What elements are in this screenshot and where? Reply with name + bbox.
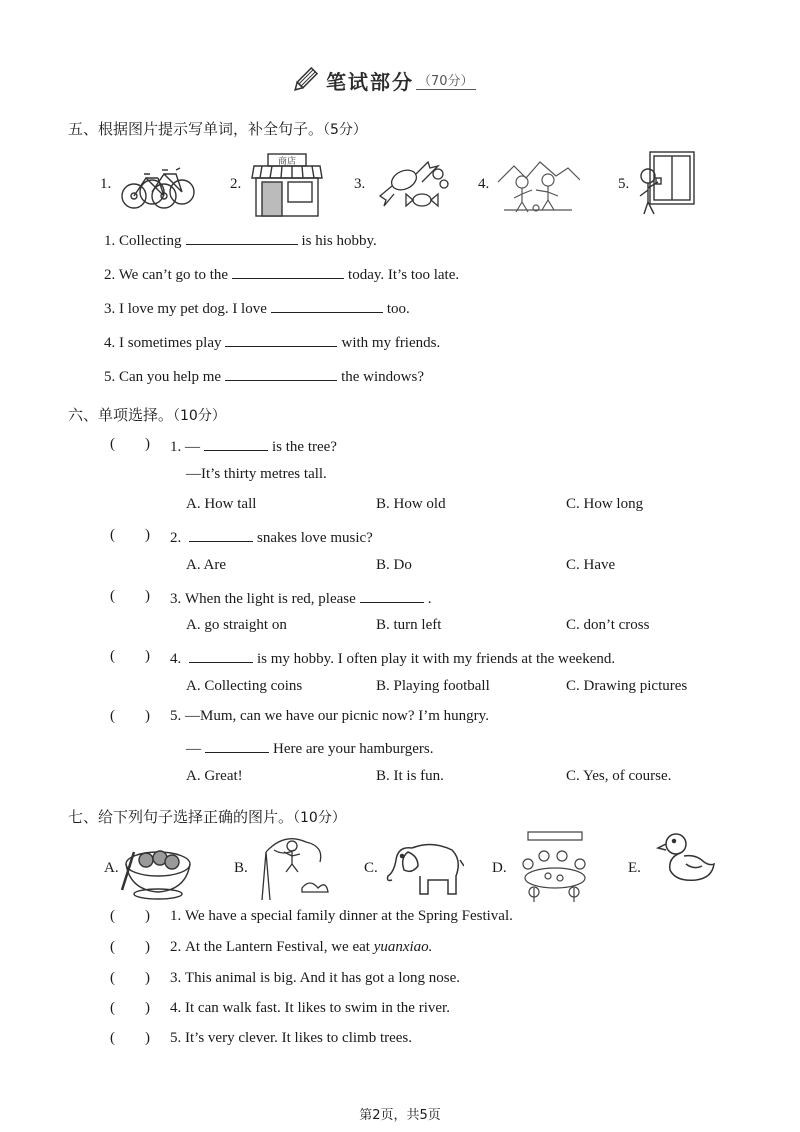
option-c[interactable]: C. Drawing pictures	[566, 678, 688, 694]
answer-blank[interactable]	[271, 298, 383, 313]
section7-item-4: 4. It can walk fast. It likes to swim in the river.	[170, 1000, 450, 1016]
option-c[interactable]: C. Yes, of course.	[566, 768, 672, 784]
option-b[interactable]: B. How old	[376, 496, 446, 512]
section7-item-2: 2. At the Lantern Festival, we eat yuanxiao.	[170, 939, 433, 955]
question-5-reply: — Here are your hamburgers.	[186, 738, 434, 758]
section5-item-1: 1. Collecting is his hobby.	[104, 230, 377, 250]
section-banner	[290, 62, 510, 98]
answer-paren[interactable]: ( )	[110, 588, 150, 604]
answer-blank[interactable]	[225, 332, 337, 347]
svg-text:商店: 商店	[277, 157, 297, 167]
family-dinner-icon	[512, 830, 598, 904]
answer-blank[interactable]	[189, 527, 253, 542]
monkey-tree-icon	[254, 832, 330, 902]
answer-paren[interactable]: ( )	[110, 970, 150, 986]
option-b[interactable]: B. Playing football	[376, 678, 490, 694]
question-1: 1. — is the tree?	[170, 436, 337, 456]
section5-title: 五、根据图片提示写单词，补全句子。（5分）	[68, 120, 367, 138]
option-a[interactable]: A. Are	[186, 557, 226, 573]
yuanxiao-bowl-icon	[120, 834, 194, 900]
section5-pictures: 1. 2. 商店 3. 4. 5.	[100, 150, 740, 220]
section7-item-5: 5. It’s very clever. It likes to climb trees.	[170, 1030, 413, 1046]
children-playing-icon	[496, 154, 580, 214]
option-a[interactable]: A. Great!	[186, 768, 243, 784]
section7-pictures: A. B. C. D. E.	[104, 830, 724, 904]
section5-item-3: 3. I love my pet dog. I love too.	[104, 298, 410, 318]
option-a[interactable]: A. Collecting coins	[186, 678, 303, 694]
section7-item-1: 1. We have a special family dinner at the Spring Festival.	[170, 908, 513, 924]
section7-item-3: 3. This animal is big. And it has got a long nose.	[170, 970, 460, 986]
question-3: 3. When the light is red, please .	[170, 588, 432, 608]
answer-paren[interactable]: ( )	[110, 527, 150, 543]
bicycles-icon	[118, 156, 198, 212]
question-4: 4. is my hobby. I often play it with my friends at the weekend.	[170, 648, 615, 668]
section5-item-4: 4. I sometimes play with my friends.	[104, 332, 440, 352]
option-a[interactable]: A. go straight on	[186, 617, 287, 633]
answer-blank[interactable]	[189, 648, 253, 663]
answer-paren[interactable]: ( )	[110, 1000, 150, 1016]
answer-blank[interactable]	[232, 264, 344, 279]
option-c[interactable]: C. don’t cross	[566, 617, 650, 633]
answer-blank[interactable]	[186, 230, 298, 245]
section6-title: 六、单项选择。（10分）	[68, 406, 226, 424]
option-c[interactable]: C. How long	[566, 496, 644, 512]
question-5: 5. —Mum, can we have our picnic now? I’m hungry.	[170, 708, 489, 724]
section5-item-2: 2. We can’t go to the today. It’s too late.	[104, 264, 459, 284]
section7-title: 七、给下列句子选择正确的图片。（10分）	[68, 808, 346, 826]
section5-item-5: 5. Can you help me the windows?	[104, 366, 424, 386]
answer-paren[interactable]: ( )	[110, 908, 150, 924]
candies-icon	[372, 154, 450, 216]
pencil-icon	[290, 65, 320, 95]
answer-paren[interactable]: ( )	[110, 939, 150, 955]
elephant-icon	[382, 836, 464, 898]
answer-paren[interactable]: ( )	[110, 648, 150, 664]
answer-blank[interactable]	[204, 436, 268, 451]
answer-blank[interactable]	[360, 588, 424, 603]
duck-icon	[656, 830, 716, 886]
answer-paren[interactable]: ( )	[110, 436, 150, 452]
answer-blank[interactable]	[205, 738, 269, 753]
answer-paren[interactable]: ( )	[110, 708, 150, 724]
option-c[interactable]: C. Have	[566, 557, 616, 573]
part-score: （70分）	[416, 70, 476, 90]
question-1-reply: —It’s thirty metres tall.	[186, 466, 327, 482]
answer-blank[interactable]	[225, 366, 337, 381]
part-title: 笔试部分	[326, 69, 414, 94]
option-b[interactable]: B. turn left	[376, 617, 442, 633]
shop-icon	[250, 152, 325, 218]
option-b[interactable]: B. It is fun.	[376, 768, 444, 784]
question-2: 2. snakes love music?	[170, 527, 373, 547]
option-b[interactable]: B. Do	[376, 557, 412, 573]
option-a[interactable]: A. How tall	[186, 496, 257, 512]
answer-paren[interactable]: ( )	[110, 1030, 150, 1046]
page-number: 第2页，共5页	[359, 1108, 441, 1123]
window-cleaning-icon	[634, 150, 696, 218]
